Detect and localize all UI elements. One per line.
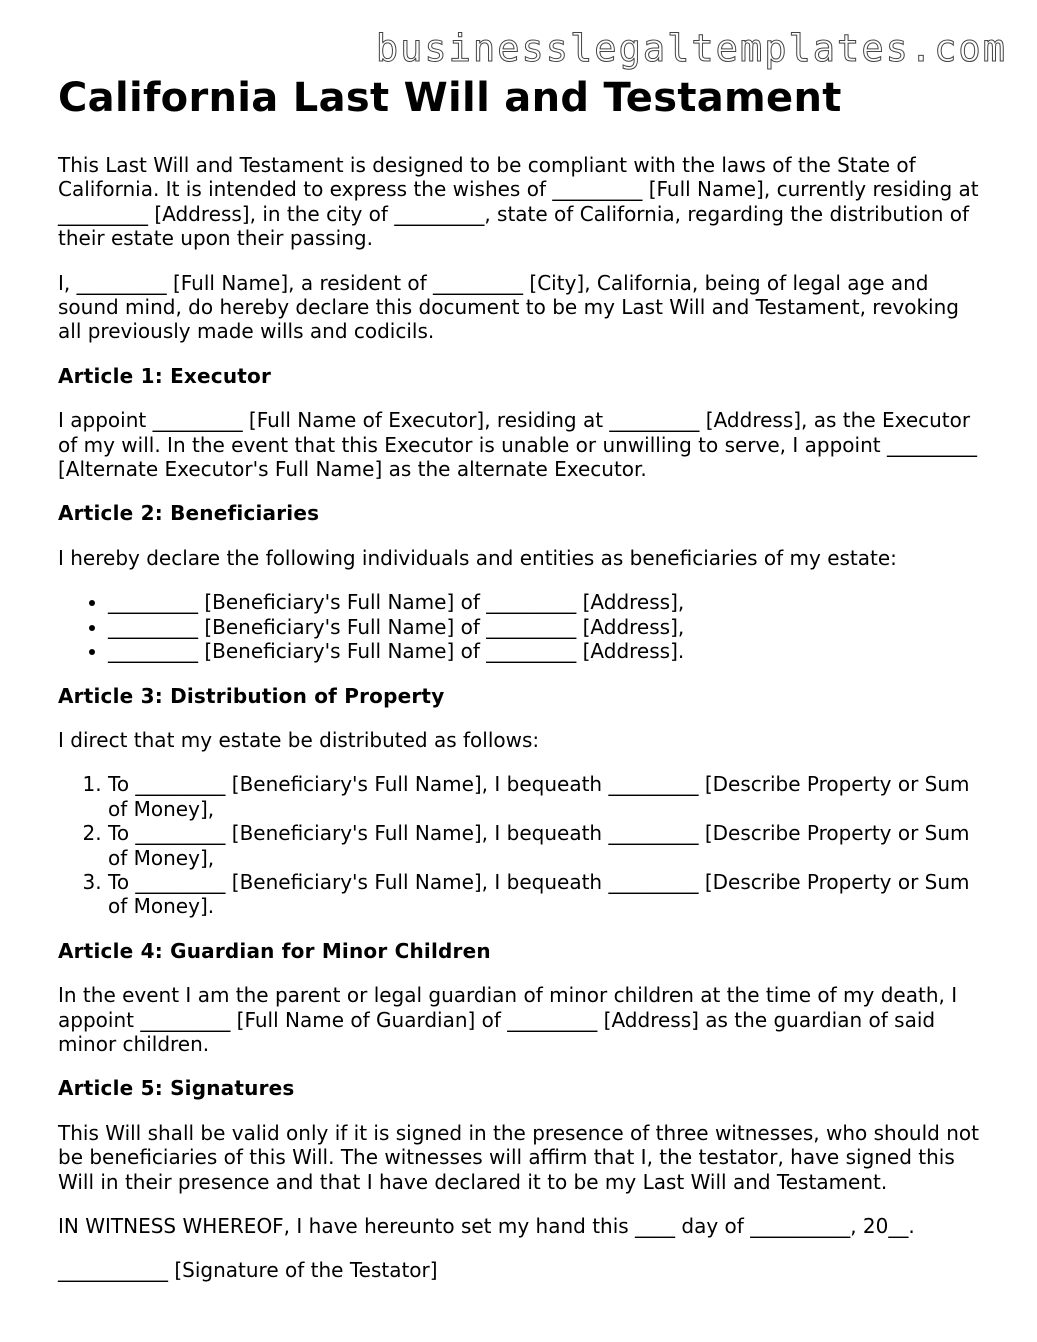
article-1-text: I appoint _________ [Full Name of Executor], residing at _________ [Address], as the Executor of my will. In the event that this Executor is unable or unwilling to serve, I appoint _________ [Alternate Executor's Full Name] as the alternate Executor. (58, 408, 977, 482)
watermark: businesslegaltemplates.com (375, 27, 1007, 70)
list-item: • _________ [Beneficiary's Full Name] of _________ [Address], (108, 615, 988, 639)
article-5-heading: Article 5: Signatures (58, 1076, 295, 1101)
article-3-text: I direct that my estate be distributed as follows: (58, 727, 540, 752)
list-item: 2. To _________ [Beneficiary's Full Name], I bequeath _________ [Describe Property or Sum of Money], (108, 821, 988, 870)
declaration-paragraph: I, _________ [Full Name], a resident of _________ [City], California, being of legal age and sound mind, do hereby declare this document to be my Last Will and Testament, revoking all previously made wills and codicils. (58, 270, 959, 344)
list-item: 3. To _________ [Beneficiary's Full Name], I bequeath _________ [Describe Property or Sum of Money]. (108, 870, 988, 919)
intro-paragraph: This Last Will and Testament is designed to be compliant with the laws of the State of California. It is intended to express the wishes of _________ [Full Name], currently residing at _________ [Address], in the city of _________, state of California, regarding the distribution of their estate upon their passing. (58, 153, 979, 251)
page-title: California Last Will and Testament (58, 75, 842, 121)
article-4-text: In the event I am the parent or legal guardian of minor children at the time of my death, I appoint _________ [Full Name of Guardian] of _________ [Address] as the guardian of said minor children. (58, 983, 958, 1056)
article-4-heading: Article 4: Guardian for Minor Children (58, 938, 491, 963)
article-2-text: I hereby declare the following individuals and entities as beneficiaries of my estate: (58, 545, 897, 570)
article-5-text: This Will shall be valid only if it is signed in the presence of three witnesses, who should not be beneficiaries of this Will. The witnesses will affirm that I, the testator, have signed this Will in their presence and that I have declared it to be my Last Will and Testament. (58, 1120, 979, 1194)
list-item: • _________ [Beneficiary's Full Name] of _________ [Address]. (108, 639, 988, 663)
beneficiaries-list (58, 590, 988, 663)
witness-line: IN WITNESS WHEREOF, I have hereunto set my hand this ____ day of __________, 20__. (58, 1214, 915, 1238)
document-page (58, 74, 988, 1303)
distribution-list (58, 772, 988, 918)
list-item: • _________ [Beneficiary's Full Name] of _________ [Address], (108, 590, 988, 614)
signature-line: ___________ [Signature of the Testator] (58, 1258, 438, 1283)
list-item: 1. To _________ [Beneficiary's Full Name], I bequeath _________ [Describe Property or Sum of Money], (108, 772, 988, 821)
article-1-heading: Article 1: Executor (58, 363, 272, 388)
article-2-heading: Article 2: Beneficiaries (58, 501, 320, 526)
article-3-heading: Article 3: Distribution of Property (58, 683, 445, 708)
